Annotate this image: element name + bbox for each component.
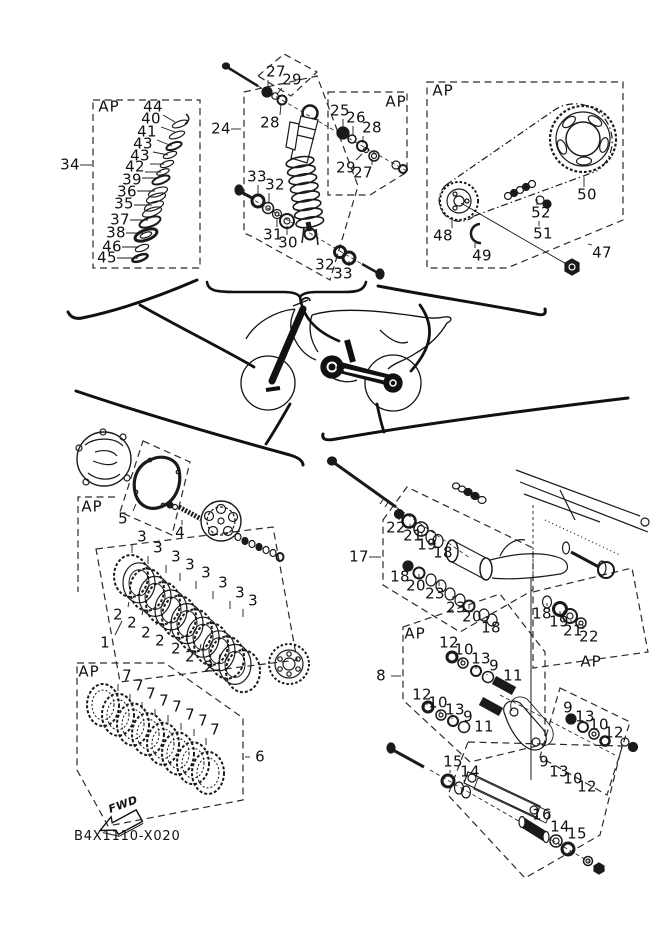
part-label-25: 25: [330, 101, 350, 120]
part-label-47: 47: [592, 243, 612, 262]
part-label-2: 2: [127, 613, 137, 632]
part-label-7: 7: [185, 705, 195, 724]
part-label-4: 4: [175, 523, 185, 542]
part-label-11: 11: [474, 717, 494, 736]
part-label-7: 7: [159, 691, 169, 710]
part-label-15: 15: [567, 824, 587, 843]
part-label-8: 8: [376, 666, 386, 685]
part-label-9: 9: [563, 698, 573, 717]
clutch-corner-bracket: [78, 497, 115, 592]
part-label-1: 1: [100, 633, 110, 652]
part-label-32: 32: [265, 175, 285, 194]
part-label-18: 18: [532, 604, 552, 623]
part-label-24: 24: [211, 119, 231, 138]
part-label-37: 37: [110, 210, 130, 229]
part-label-7: 7: [198, 711, 208, 730]
part-label-31: 31: [263, 225, 283, 244]
part-label-10: 10: [589, 715, 609, 734]
fork-seals-drawing: [131, 109, 188, 264]
part-label-2: 2: [155, 631, 165, 650]
part-label-2: 2: [204, 657, 214, 676]
linkage-lower-right-box: [540, 688, 630, 795]
part-label-41: 41: [137, 122, 157, 141]
part-label-12: 12: [439, 633, 459, 652]
ap-box-label: AP: [81, 497, 103, 516]
part-label-2: 2: [113, 605, 123, 624]
ap-box-label: AP: [404, 624, 426, 643]
part-label-16: 16: [532, 805, 552, 824]
shock-drawing: [223, 63, 408, 279]
part-label-29: 29: [282, 70, 302, 89]
friction-plates-box: [77, 663, 243, 826]
part-label-27: 27: [353, 163, 373, 182]
part-label-11: 11: [503, 666, 523, 685]
part-label-5: 5: [118, 509, 128, 528]
label-leader-lines: [80, 80, 609, 842]
part-label-3: 3: [248, 591, 258, 610]
part-label-32: 32: [315, 255, 335, 274]
part-label-2: 2: [185, 647, 195, 666]
ap-box-label: AP: [580, 652, 602, 671]
shock-ap-box: [328, 92, 407, 195]
part-label-27: 27: [266, 62, 286, 81]
gasket-outline: [134, 457, 180, 508]
part-label-20: 20: [406, 576, 426, 595]
part-label-9: 9: [539, 752, 549, 771]
diagram-code: B4X1110-X020: [74, 829, 181, 844]
part-label-43: 43: [130, 146, 150, 165]
part-label-48: 48: [433, 226, 453, 245]
part-label-3: 3: [185, 555, 195, 574]
part-label-7: 7: [146, 684, 156, 703]
part-label-49: 49: [472, 246, 492, 265]
part-label-36: 36: [117, 182, 137, 201]
part-label-19: 19: [417, 535, 437, 554]
part-label-13: 13: [445, 700, 465, 719]
clutch-plates-box: [96, 523, 297, 685]
part-label-3: 3: [235, 583, 245, 602]
part-label-10: 10: [563, 769, 583, 788]
motorcycle-drawing: [241, 298, 451, 411]
chain-drawing: [439, 104, 616, 275]
linkage-ap-right-box: [533, 568, 648, 671]
part-label-44: 44: [143, 97, 163, 116]
part-label-51: 51: [533, 224, 553, 243]
part-label-20: 20: [462, 607, 482, 626]
shock-box: [244, 76, 358, 283]
part-label-23: 23: [425, 584, 445, 603]
part-label-22: 22: [386, 518, 406, 537]
part-label-2: 2: [141, 623, 151, 642]
part-label-26: 26: [346, 108, 366, 127]
part-label-7: 7: [134, 676, 144, 695]
part-label-40: 40: [141, 109, 161, 128]
part-label-29: 29: [336, 158, 356, 177]
part-label-33: 33: [333, 264, 353, 283]
part-label-7: 7: [172, 697, 182, 716]
swingarm-drawing: [328, 457, 650, 874]
part-label-42: 42: [125, 157, 145, 176]
part-label-23: 23: [446, 598, 466, 617]
part-label-39: 39: [122, 170, 142, 189]
ap-box-label: AP: [432, 81, 454, 100]
linkage-ap-left-box: [403, 594, 545, 762]
part-label-46: 46: [102, 237, 122, 256]
swingarm-box: [383, 487, 533, 632]
part-label-10: 10: [428, 693, 448, 712]
part-label-21: 21: [403, 526, 423, 545]
part-label-18: 18: [390, 567, 410, 586]
part-label-18: 18: [481, 618, 501, 637]
part-label-34: 34: [60, 155, 80, 174]
part-label-14: 14: [460, 762, 480, 781]
ap-box-label: AP: [385, 92, 407, 111]
part-label-3: 3: [171, 547, 181, 566]
part-label-21: 21: [563, 621, 583, 640]
part-label-13: 13: [575, 707, 595, 726]
clutch-drawing: [76, 429, 309, 794]
part-label-17: 17: [349, 547, 369, 566]
shock-highlight: [347, 340, 353, 362]
part-label-28: 28: [362, 118, 382, 137]
part-label-33: 33: [247, 167, 267, 186]
part-label-52: 52: [531, 203, 551, 222]
part-label-9: 9: [489, 656, 499, 675]
part-label-9: 9: [463, 707, 473, 726]
part-label-45: 45: [97, 248, 117, 267]
linkage-bottom-box: [448, 742, 622, 878]
part-label-30: 30: [278, 233, 298, 252]
part-label-10: 10: [454, 640, 474, 659]
part-label-13: 13: [471, 649, 491, 668]
ap-box-label: AP: [98, 97, 120, 116]
part-label-2: 2: [171, 639, 181, 658]
part-label-15: 15: [443, 752, 463, 771]
part-label-14: 14: [550, 817, 570, 836]
part-label-18: 18: [433, 543, 453, 562]
ap-box-label: AP: [78, 662, 100, 681]
part-label-43: 43: [133, 134, 153, 153]
part-label-7: 7: [210, 720, 220, 739]
part-label-19: 19: [549, 612, 569, 631]
part-label-3: 3: [153, 538, 163, 557]
part-label-12: 12: [604, 723, 624, 742]
part-label-38: 38: [106, 223, 126, 242]
fwd-label: FWD: [106, 793, 140, 816]
part-label-7: 7: [122, 666, 132, 685]
part-label-13: 13: [549, 762, 569, 781]
part-label-6: 6: [255, 747, 265, 766]
part-label-28: 28: [260, 113, 280, 132]
part-label-50: 50: [577, 185, 597, 204]
part-label-3: 3: [137, 527, 147, 546]
part-label-22: 22: [579, 627, 599, 646]
part-label-12: 12: [412, 685, 432, 704]
part-label-3: 3: [201, 563, 211, 582]
part-label-12: 12: [577, 777, 597, 796]
part-label-3: 3: [218, 573, 228, 592]
part-label-35: 35: [114, 194, 134, 213]
